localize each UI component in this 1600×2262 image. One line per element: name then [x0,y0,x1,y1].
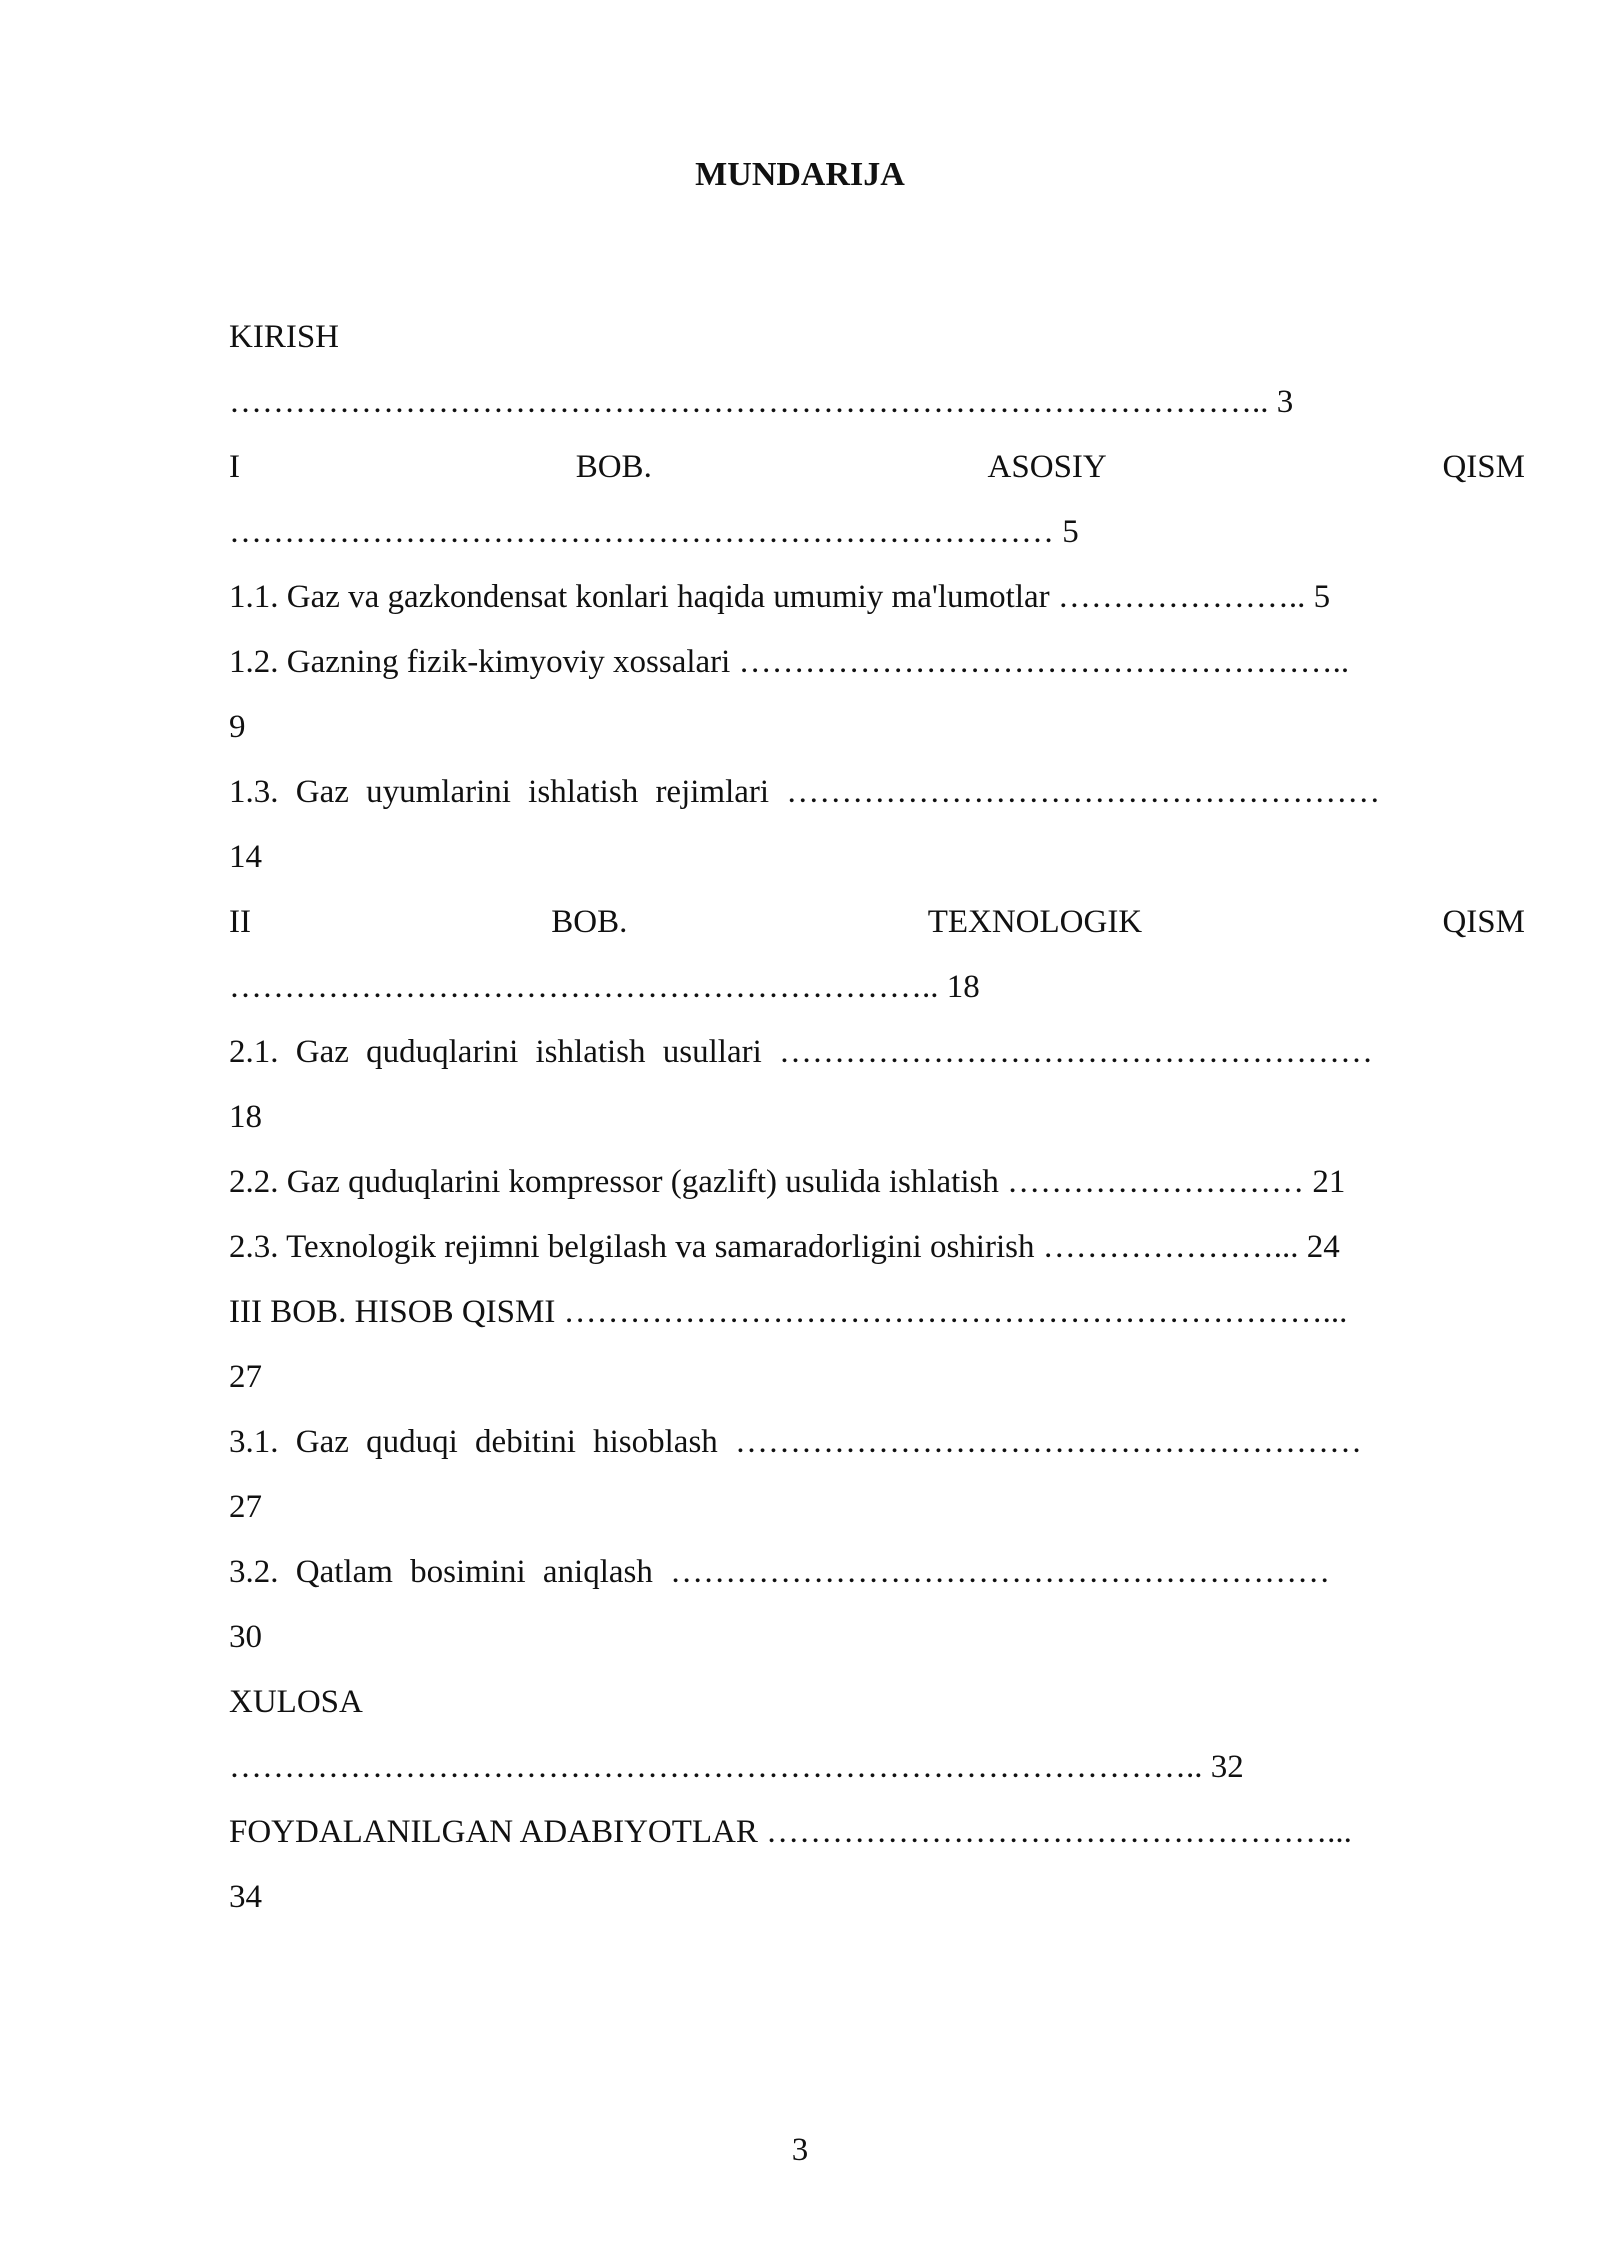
toc-line: ……………………………………………………….. 18 [229,969,980,1005]
toc-line: 1.1. Gaz va gazkondensat konlari haqida umumiy ma'lumotlar ………………….. 5 [229,579,1331,615]
toc-line: 1.3. Gaz uyumlarini ishlatish rejimlari ……………………………………………… [229,774,1381,810]
toc-word: QISM [1442,904,1525,940]
toc-word: BOB. [551,904,628,940]
toc-line: 3.2. Qatlam bosimini aniqlash …………………………………………………… [229,1554,1331,1590]
toc-line: FOYDALANILGAN ADABIYOTLAR ……………………………………………... [229,1814,1352,1850]
toc-line: III BOB. HISOB QISMI ……………………………………………………………... [229,1294,1348,1330]
toc-line: 1.2. Gazning fizik-kimyoviy xossalari ……………………………………………….. [229,644,1350,680]
page-number: 3 [791,2132,809,2168]
toc-word: TEXNOLOGIK [927,904,1143,940]
toc-line: 14 [229,839,262,875]
toc-line: 2.2. Gaz quduqlarini kompressor (gazlift) usulida ishlatish ……………………… 21 [229,1164,1346,1200]
toc-word: I [229,449,240,485]
toc-line: 34 [229,1879,262,1915]
toc-word: BOB. [575,449,652,485]
toc-line: 18 [229,1099,262,1135]
toc-line: 30 [229,1619,262,1655]
toc-line: XULOSA [229,1684,363,1720]
toc-line: 2.1. Gaz quduqlarini ishlatish usullari ……………………………………………… [229,1034,1374,1070]
toc-word: ASOSIY [987,449,1107,485]
toc-line: 2.3. Texnologik rejimni belgilash va samaradorligini oshirish …………………... 24 [229,1229,1340,1265]
toc-line: …………………………………………………………………………….. 32 [229,1749,1244,1785]
toc-line: KIRISH [229,319,340,355]
toc-line: ………………………………………………………………………………….. 3 [229,384,1294,420]
toc-line [229,435,1525,500]
toc-line: ………………………………………………………………… 5 [229,514,1079,550]
toc-line: 27 [229,1359,262,1395]
toc-word: QISM [1442,449,1525,485]
toc-line: 9 [229,709,246,745]
toc-line: 3.1. Gaz quduqi debitini hisoblash ………………………………………………… [229,1424,1363,1460]
toc-word: II [229,904,251,940]
toc-line: 27 [229,1489,262,1525]
toc-line [229,890,1525,955]
table-of-contents [229,305,1525,1930]
page-title: MUNDARIJA [695,156,905,193]
